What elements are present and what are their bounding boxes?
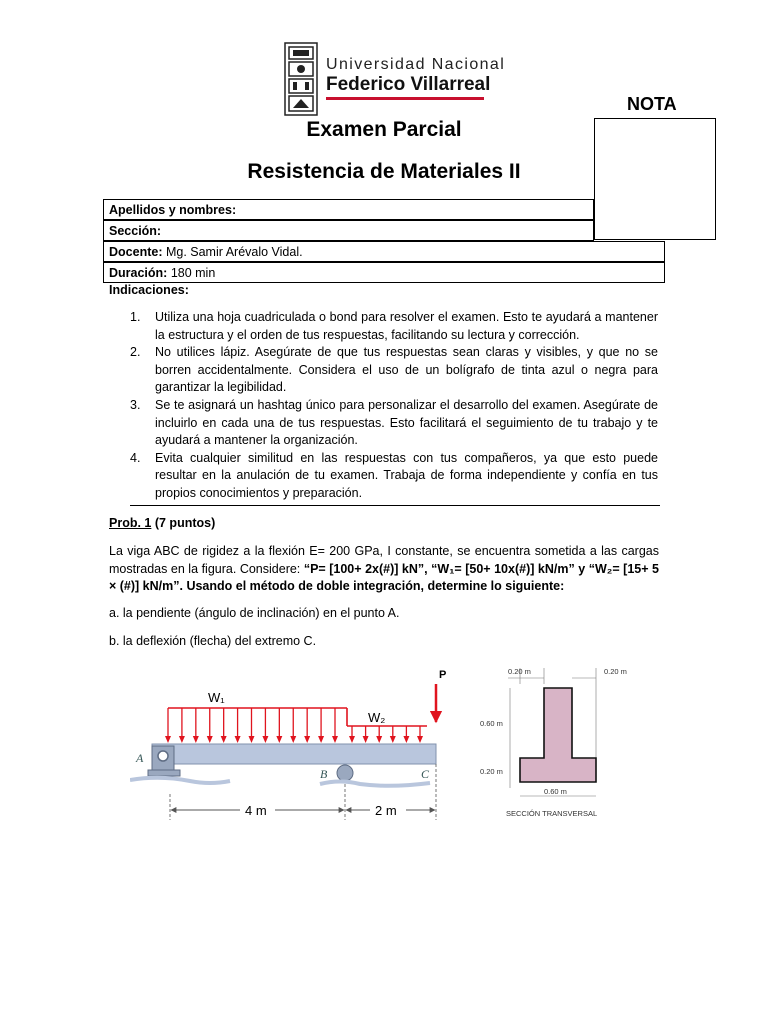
- t-section-shape: [520, 688, 596, 782]
- load-arrow-head: [318, 736, 324, 743]
- cross-section-diagram: [468, 660, 638, 820]
- duration-value: 180 min: [167, 266, 216, 280]
- exam-title: Examen Parcial: [306, 118, 462, 141]
- teacher-label: Docente:: [109, 245, 163, 259]
- load-arrow-head: [235, 736, 241, 743]
- load-arrow-head: [349, 736, 355, 743]
- instructions-heading: Indicaciones:: [109, 283, 189, 297]
- load-arrow-head: [304, 736, 310, 743]
- logo-rule: [326, 97, 484, 100]
- ground-a: [130, 778, 230, 783]
- beam-diagram: [130, 660, 450, 825]
- instruction-item: [130, 450, 658, 503]
- load-arrow-head: [165, 736, 171, 743]
- teacher-value: Mg. Samir Arévalo Vidal.: [162, 245, 303, 259]
- grade-label: NOTA: [627, 94, 677, 114]
- beam: [152, 744, 436, 764]
- pin-support-a-hinge: [158, 751, 168, 761]
- load-arrow-head: [249, 736, 255, 743]
- w2-label: W₂: [368, 710, 386, 725]
- point-a-label: A: [136, 751, 144, 765]
- university-name-line2: Federico Villarreal: [326, 74, 491, 95]
- student-name-label: Apellidos y nombres:: [109, 203, 237, 217]
- question-b: b. la deflexión (flecha) del extremo C.: [109, 634, 317, 648]
- instructions-list: [130, 309, 658, 503]
- problem-statement: [109, 543, 659, 596]
- sec-top-right-dim: 0.20 m: [604, 667, 627, 676]
- w1-label: W₁: [208, 690, 225, 705]
- ground-b: [320, 782, 430, 786]
- load-arrow-head: [363, 736, 369, 743]
- university-name-line1: Universidad Nacional: [326, 56, 506, 73]
- university-logo: [284, 42, 506, 116]
- dim-bc-label: 2 m: [375, 803, 397, 818]
- p-label: P: [439, 669, 447, 681]
- load-arrow-head: [417, 736, 423, 743]
- load-arrow-head: [221, 736, 227, 743]
- instruction-item: [130, 397, 658, 450]
- load-arrow-head: [193, 736, 199, 743]
- instruction-item: [130, 344, 658, 397]
- load-arrow-head: [207, 736, 213, 743]
- instruction-number: 1.: [130, 310, 141, 324]
- duration-label: Duración:: [109, 266, 168, 280]
- sec-web-height-dim: 0.60 m: [480, 719, 503, 728]
- problem-number: Prob. 1: [109, 516, 152, 530]
- instruction-item: [130, 309, 658, 344]
- w2-load-arrows: [349, 726, 423, 743]
- problem-intro: La viga ABC de rigidez a la flexión E= 200 GPa, I constante, se encuentra sometida a las cargas mostradas en la figura. Considere:: [109, 544, 659, 576]
- point-b-label: B: [320, 767, 328, 781]
- section-row: [103, 220, 594, 241]
- load-arrow-head: [390, 736, 396, 743]
- university-emblem-icon: [284, 42, 318, 116]
- load-arrow-head: [276, 736, 282, 743]
- roller-support-b: [337, 765, 353, 781]
- load-arrow-head: [262, 736, 268, 743]
- problem-loads: “P= [100+ 2x(#)] kN”, “W₁= [50+ 10x(#)] kN/m” y “W₂= [15+ 5 × (#)] kN/m”. Usando el método de doble integración, determine lo siguiente:: [109, 561, 660, 593]
- load-arrow-head: [403, 736, 409, 743]
- duration-row: [103, 262, 665, 283]
- instruction-text: Se te asignará un hashtag único para personalizar el desarrollo del examen. Asegúrate de incluirlo en cada una de tus respuestas. Esto facilitará el seguimiento de tu trabajo y te ayudará a mantener la organización.: [155, 397, 658, 448]
- point-c-label: C: [421, 767, 430, 781]
- problem-title: [109, 516, 215, 530]
- course-title: Resistencia de Materiales II: [247, 160, 521, 183]
- w1-load-arrows: [165, 708, 338, 743]
- pin-support-a-base: [148, 770, 180, 776]
- load-arrow-head: [332, 736, 338, 743]
- instruction-text: Utiliza una hoja cuadriculada o bond para resolver el examen. Esto te ayudará a mantener la estructura y el orden de tus respuestas, facilitando su lectura y corrección.: [155, 310, 658, 342]
- dim-ab-label: 4 m: [245, 803, 267, 818]
- sec-top-left-dim: 0.20 m: [508, 667, 531, 676]
- instruction-number: 2.: [130, 345, 141, 360]
- load-arrow-head: [376, 736, 382, 743]
- question-a: a. la pendiente (ángulo de inclinación) en el punto A.: [109, 606, 400, 620]
- problem-points: (7 puntos): [151, 516, 216, 530]
- section-label: Sección:: [109, 224, 162, 238]
- instructions-divider: [130, 505, 660, 506]
- instruction-text: Evita cualquier similitud en las respuestas con tus compañeros, ya que esto puede resultar en la anulación de tu examen. Trabaja de forma independiente y confía en tus propios conocimientos y preparación.: [155, 450, 658, 500]
- load-arrow-head: [290, 736, 296, 743]
- instruction-text: No utilices lápiz. Asegúrate de que tus respuestas sean claras y visibles, y que no se borren accidentalmente. Considera el uso de un bolígrafo de tinta azul o negra para garantizar la legibilidad.: [155, 345, 658, 395]
- sec-bottom-width-dim: 0.60 m: [544, 787, 567, 796]
- section-caption: SECCIÓN TRANSVERSAL: [506, 809, 598, 818]
- instruction-number: 3.: [130, 397, 141, 412]
- instruction-number: 4.: [130, 450, 141, 465]
- teacher-row: [103, 241, 665, 262]
- load-arrow-head: [179, 736, 185, 743]
- student-name-row: [103, 199, 594, 220]
- sec-flange-height-dim: 0.20 m: [480, 767, 503, 776]
